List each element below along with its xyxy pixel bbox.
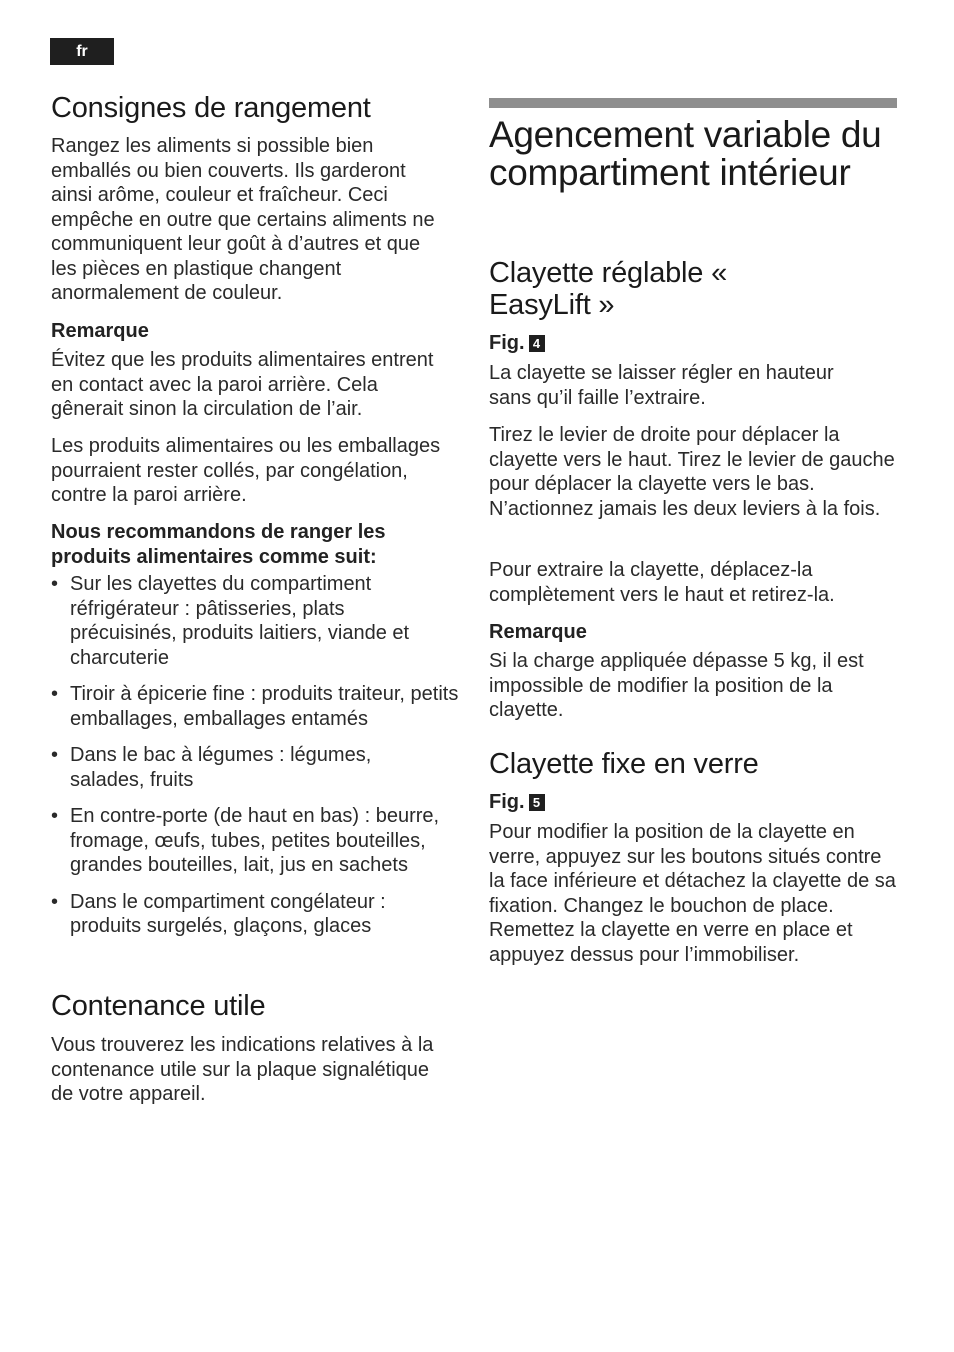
- fig-label: Fig.: [489, 332, 525, 354]
- recommendation-heading: Nous recommandons de ranger les produits alimentaires comme suit:: [51, 521, 386, 568]
- list-item: • Dans le bac à légumes : légumes, salades, fruits: [51, 743, 440, 792]
- fig-reference-5: [489, 790, 545, 815]
- contenance-text: Vous trouverez les indications relatives à la contenance utile sur la plaque signalétique de votre appareil.: [51, 1034, 434, 1105]
- list-item: • En contre-porte (de haut en bas) : beurre, fromage, œufs, tubes, petites bouteilles, grandes bouteilles, lait, jus en sachets: [51, 804, 470, 878]
- fig-reference-4: [489, 331, 545, 356]
- easylift-paragraph-3: Pour extraire la clayette, déplacez-la complètement vers le haut et retirez-la.: [489, 559, 835, 606]
- fig-number-badge: 5: [529, 794, 545, 811]
- list-item: • Sur les clayettes du compartiment réfrigérateur : pâtisseries, plats précuisinés, produits laitiers, viande et charcuterie: [51, 572, 440, 670]
- list-item: • Tiroir à épicerie fine : produits traiteur, petits emballages, emballages entamés: [51, 682, 466, 731]
- consignes-paragraph-2: Les produits alimentaires ou les emballages pourraient rester collés, par congélation, contre la paroi arrière.: [51, 435, 441, 506]
- section-title-verre: Clayette fixe en verre: [489, 748, 759, 780]
- remarque-label-left: Remarque: [51, 320, 149, 342]
- easylift-paragraph-1: La clayette se laisser régler en hauteur sans qu’il faille l’extraire.: [489, 362, 834, 409]
- list-item: • Dans le compartiment congélateur : produits surgelés, glaçons, glaces: [51, 890, 450, 939]
- main-title: Agencement variable du compartiment intérieur: [489, 114, 882, 193]
- section-title-consignes: Consignes de rangement: [51, 92, 371, 124]
- language-tab: fr: [50, 38, 114, 65]
- easylift-paragraph-2: Tirez le levier de droite pour déplacer la clayette vers le haut. Tirez le levier de gauche pour déplacer la clayette vers le bas. N’actionnez jamais les deux leviers à la fois.: [489, 424, 895, 520]
- remarque-label-right: Remarque: [489, 621, 587, 643]
- remarque-text-left: Évitez que les produits alimentaires entrent en contact avec la paroi arrière. Cela gênerait sinon la circulation de l’air.: [51, 349, 434, 420]
- section-title-contenance: Contenance utile: [51, 990, 266, 1022]
- fig-label: Fig.: [489, 791, 525, 813]
- verre-paragraph-1: Pour modifier la position de la clayette en verre, appuyez sur les boutons situés contre la face inférieure et détachez la clayette de sa fixation. Changez le bouchon de place. Remettez la clayette en verre en place et appuyez dessus pour l’immobiliser.: [489, 821, 896, 966]
- storage-list: [51, 572, 466, 951]
- remarque-text-right: Si la charge appliquée dépasse 5 kg, il est impossible de modifier la position de la clayette.: [489, 650, 864, 721]
- section-rule: [489, 98, 897, 108]
- fig-number-badge: 4: [529, 335, 545, 352]
- consignes-paragraph-1: Rangez les aliments si possible bien emballés ou bien couverts. Ils garderont ainsi arôme, couleur et fraîcheur. Ceci empêche en outre que certains aliments ne communiquent leur goût à d’autres et que les pièces en plastique changent anormalement de couleur.: [51, 135, 435, 304]
- section-title-easylift: Clayette réglable « EasyLift »: [489, 257, 728, 321]
